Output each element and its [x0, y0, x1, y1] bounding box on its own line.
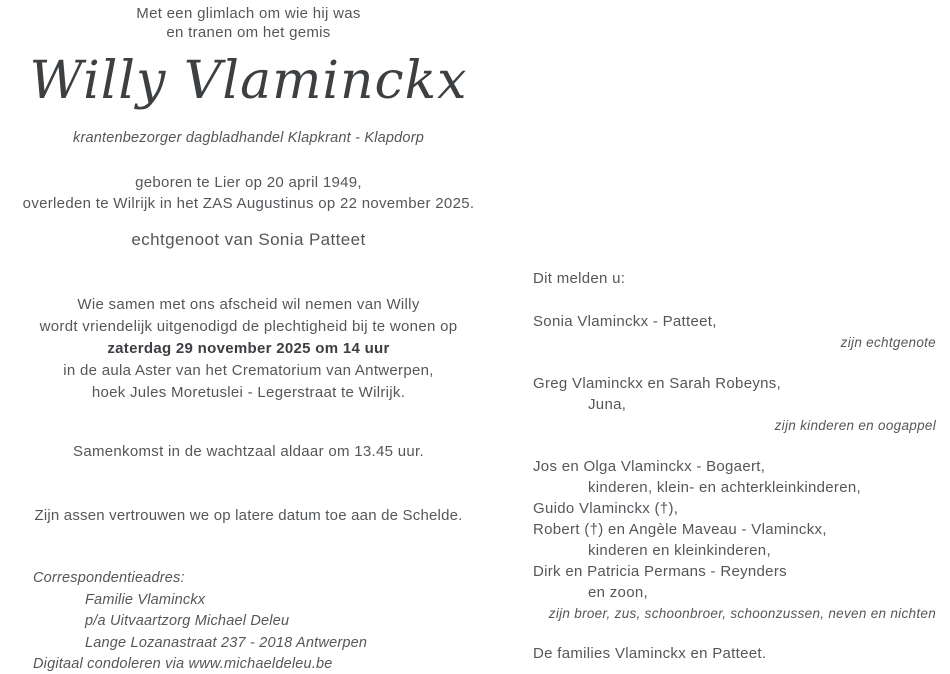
family-line: Guido Vlaminckx (†),: [533, 500, 679, 517]
family-line: kinderen, klein- en achterkleinkinderen,: [588, 479, 861, 496]
family-line: en zoon,: [588, 584, 648, 601]
life-dates: [0, 172, 497, 214]
epigraph-line-1: Met een glimlach om wie hij was: [136, 5, 361, 22]
deceased-subtitle: krantenbezorger dagbladhandel Klapkrant - Klapdorp: [73, 130, 424, 146]
ceremony-location-1: in de aula Aster van het Crematorium van Antwerpen,: [63, 362, 434, 379]
correspondence-address-line: Familie Vlaminckx: [85, 591, 206, 608]
family-line: zijn kinderen en oogappel: [774, 418, 936, 433]
ashes-line: Zijn assen vertrouwen we op latere datum toe aan de Schelde.: [34, 507, 463, 524]
deceased-name: Willy Vlaminckx: [29, 51, 468, 111]
family-line: zijn broer, zus, schoonbroer, schoonzussen, neven en nichten: [548, 606, 936, 621]
family-line: zijn echtgenote: [840, 335, 936, 350]
family-lines: [533, 311, 936, 624]
family-line: Dirk en Patricia Permans - Reynders: [533, 563, 787, 580]
correspondence-label: Correspondentieadres:: [33, 570, 185, 586]
right-column: [533, 268, 936, 664]
died-line: overleden te Wilrijk in het ZAS Augustinus op 22 november 2025.: [22, 195, 475, 212]
families-closing-line: De families Vlaminckx en Patteet.: [533, 645, 767, 662]
family-line: Sonia Vlaminckx - Patteet,: [533, 313, 717, 330]
invitation-line-2: wordt vriendelijk uitgenodigd de plechtigheid bij te wonen op: [39, 318, 458, 335]
ceremony-datetime: zaterdag 29 november 2025 om 14 uur: [107, 340, 390, 357]
ceremony-location-2: hoek Jules Moretuslei - Legerstraat te Wilrijk.: [91, 384, 406, 401]
correspondence-address-line: Lange Lozanastraat 237 - 2018 Antwerpen: [85, 634, 368, 651]
correspondence-block: [33, 568, 493, 674]
family-line: kinderen en kleinkinderen,: [588, 542, 771, 559]
born-line: geboren te Lier op 20 april 1949,: [135, 174, 362, 191]
gathering-line: Samenkomst in de wachtzaal aldaar om 13.45 uur.: [73, 443, 424, 460]
epigraph-line-2: en tranen om het gemis: [166, 24, 331, 41]
correspondence-address: [33, 590, 493, 655]
family-line: Jos en Olga Vlaminckx - Bogaert,: [533, 458, 766, 475]
epigraph: [0, 4, 497, 42]
family-line: Juna,: [588, 396, 627, 413]
invitation-line-1: Wie samen met ons afscheid wil nemen van Willy: [77, 296, 420, 313]
correspondence-address-line: p/a Uitvaartzorg Michael Deleu: [85, 613, 290, 629]
family-line: Greg Vlaminckx en Sarah Robeyns,: [533, 375, 782, 392]
spouse-line: echtgenoot van Sonia Patteet: [131, 230, 366, 249]
family-line: Robert (†) en Angèle Maveau - Vlaminckx,: [533, 521, 827, 538]
announcers-heading: Dit melden u:: [533, 270, 626, 287]
ceremony-invitation: [0, 294, 497, 404]
digital-condolence-line: Digitaal condoleren via www.michaeldeleu.be: [33, 656, 333, 672]
